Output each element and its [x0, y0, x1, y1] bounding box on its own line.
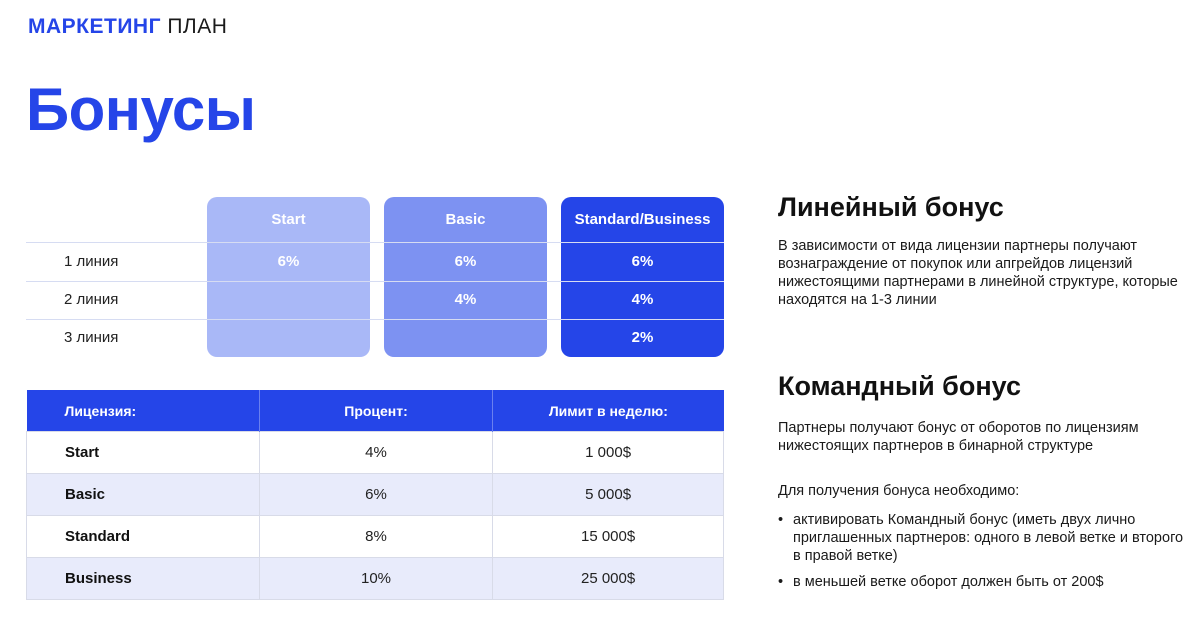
page-title: Бонусы — [26, 76, 256, 143]
linear-bonus-title: Линейный бонус — [778, 192, 1004, 222]
team-bonus-description: Партнеры получают бонус от оборотов по лицензиям нижестоящих партнеров в бинарной структуре — [778, 420, 1139, 454]
brand-bold-text: МАРКЕТИНГ — [28, 15, 161, 38]
header-weekly-limit: Лимит в неделю: — [493, 390, 724, 432]
list-item — [778, 511, 1188, 565]
license-percent: 6% — [259, 474, 492, 516]
column-header-standard-business: Standard/Business — [574, 211, 711, 228]
team-bonus-title: Командный бонус — [778, 371, 1021, 401]
license-percent: 10% — [259, 558, 492, 600]
matrix-cell: 2% — [631, 329, 654, 346]
row-label-line-1: 1 линия — [64, 253, 119, 270]
column-header-basic: Basic — [445, 211, 486, 228]
license-name: Business — [27, 558, 260, 600]
line-bonus-matrix — [26, 197, 726, 359]
matrix-cell — [207, 281, 370, 319]
license-limit: 15 000$ — [493, 516, 724, 558]
list-item — [778, 573, 1188, 591]
matrix-cell: 4% — [631, 291, 654, 308]
license-limit: 25 000$ — [493, 558, 724, 600]
license-limit: 1 000$ — [493, 432, 724, 474]
brand-light-text: ПЛАН — [167, 15, 228, 38]
matrix-cell — [207, 319, 370, 357]
table-row — [27, 474, 724, 516]
header-license: Лицензия: — [27, 390, 260, 432]
matrix-cell: 6% — [277, 253, 300, 270]
matrix-cell — [384, 319, 547, 357]
bullet-icon: • — [778, 512, 784, 528]
license-name: Standard — [27, 516, 260, 558]
license-name: Basic — [27, 474, 260, 516]
license-table — [26, 390, 724, 600]
requirement-text: в меньшей ветке оборот должен быть от 200$ — [793, 574, 1104, 590]
matrix-cell: 6% — [631, 253, 654, 270]
column-header-start: Start — [271, 211, 306, 228]
matrix-cell: 6% — [454, 253, 477, 270]
row-label-line-3: 3 линия — [64, 329, 119, 346]
license-percent: 8% — [259, 516, 492, 558]
table-row — [27, 432, 724, 474]
table-row — [27, 558, 724, 600]
header-percent: Процент: — [259, 390, 492, 432]
license-table-header-row — [27, 390, 724, 432]
table-row — [27, 516, 724, 558]
bullet-icon: • — [778, 574, 784, 590]
license-limit: 5 000$ — [493, 474, 724, 516]
team-bonus-requirements-intro: Для получения бонуса необходимо: — [778, 483, 1020, 499]
team-bonus-requirements-list — [778, 511, 1188, 599]
row-label-line-2: 2 линия — [64, 291, 119, 308]
linear-bonus-description: В зависимости от вида лицензии партнеры получают вознаграждение от покупок или апгрейдов лицензий нижестоящими партнерами в линейной структуре, которые находятся на 1-3 линии — [778, 238, 1178, 308]
license-percent: 4% — [259, 432, 492, 474]
brand-heading — [28, 15, 227, 39]
matrix-cell: 4% — [454, 291, 477, 308]
requirement-text: активировать Командный бонус (иметь двух лично приглашенных партнеров: одного в левой ветке и второго в правой ветке) — [793, 512, 1184, 564]
license-name: Start — [27, 432, 260, 474]
